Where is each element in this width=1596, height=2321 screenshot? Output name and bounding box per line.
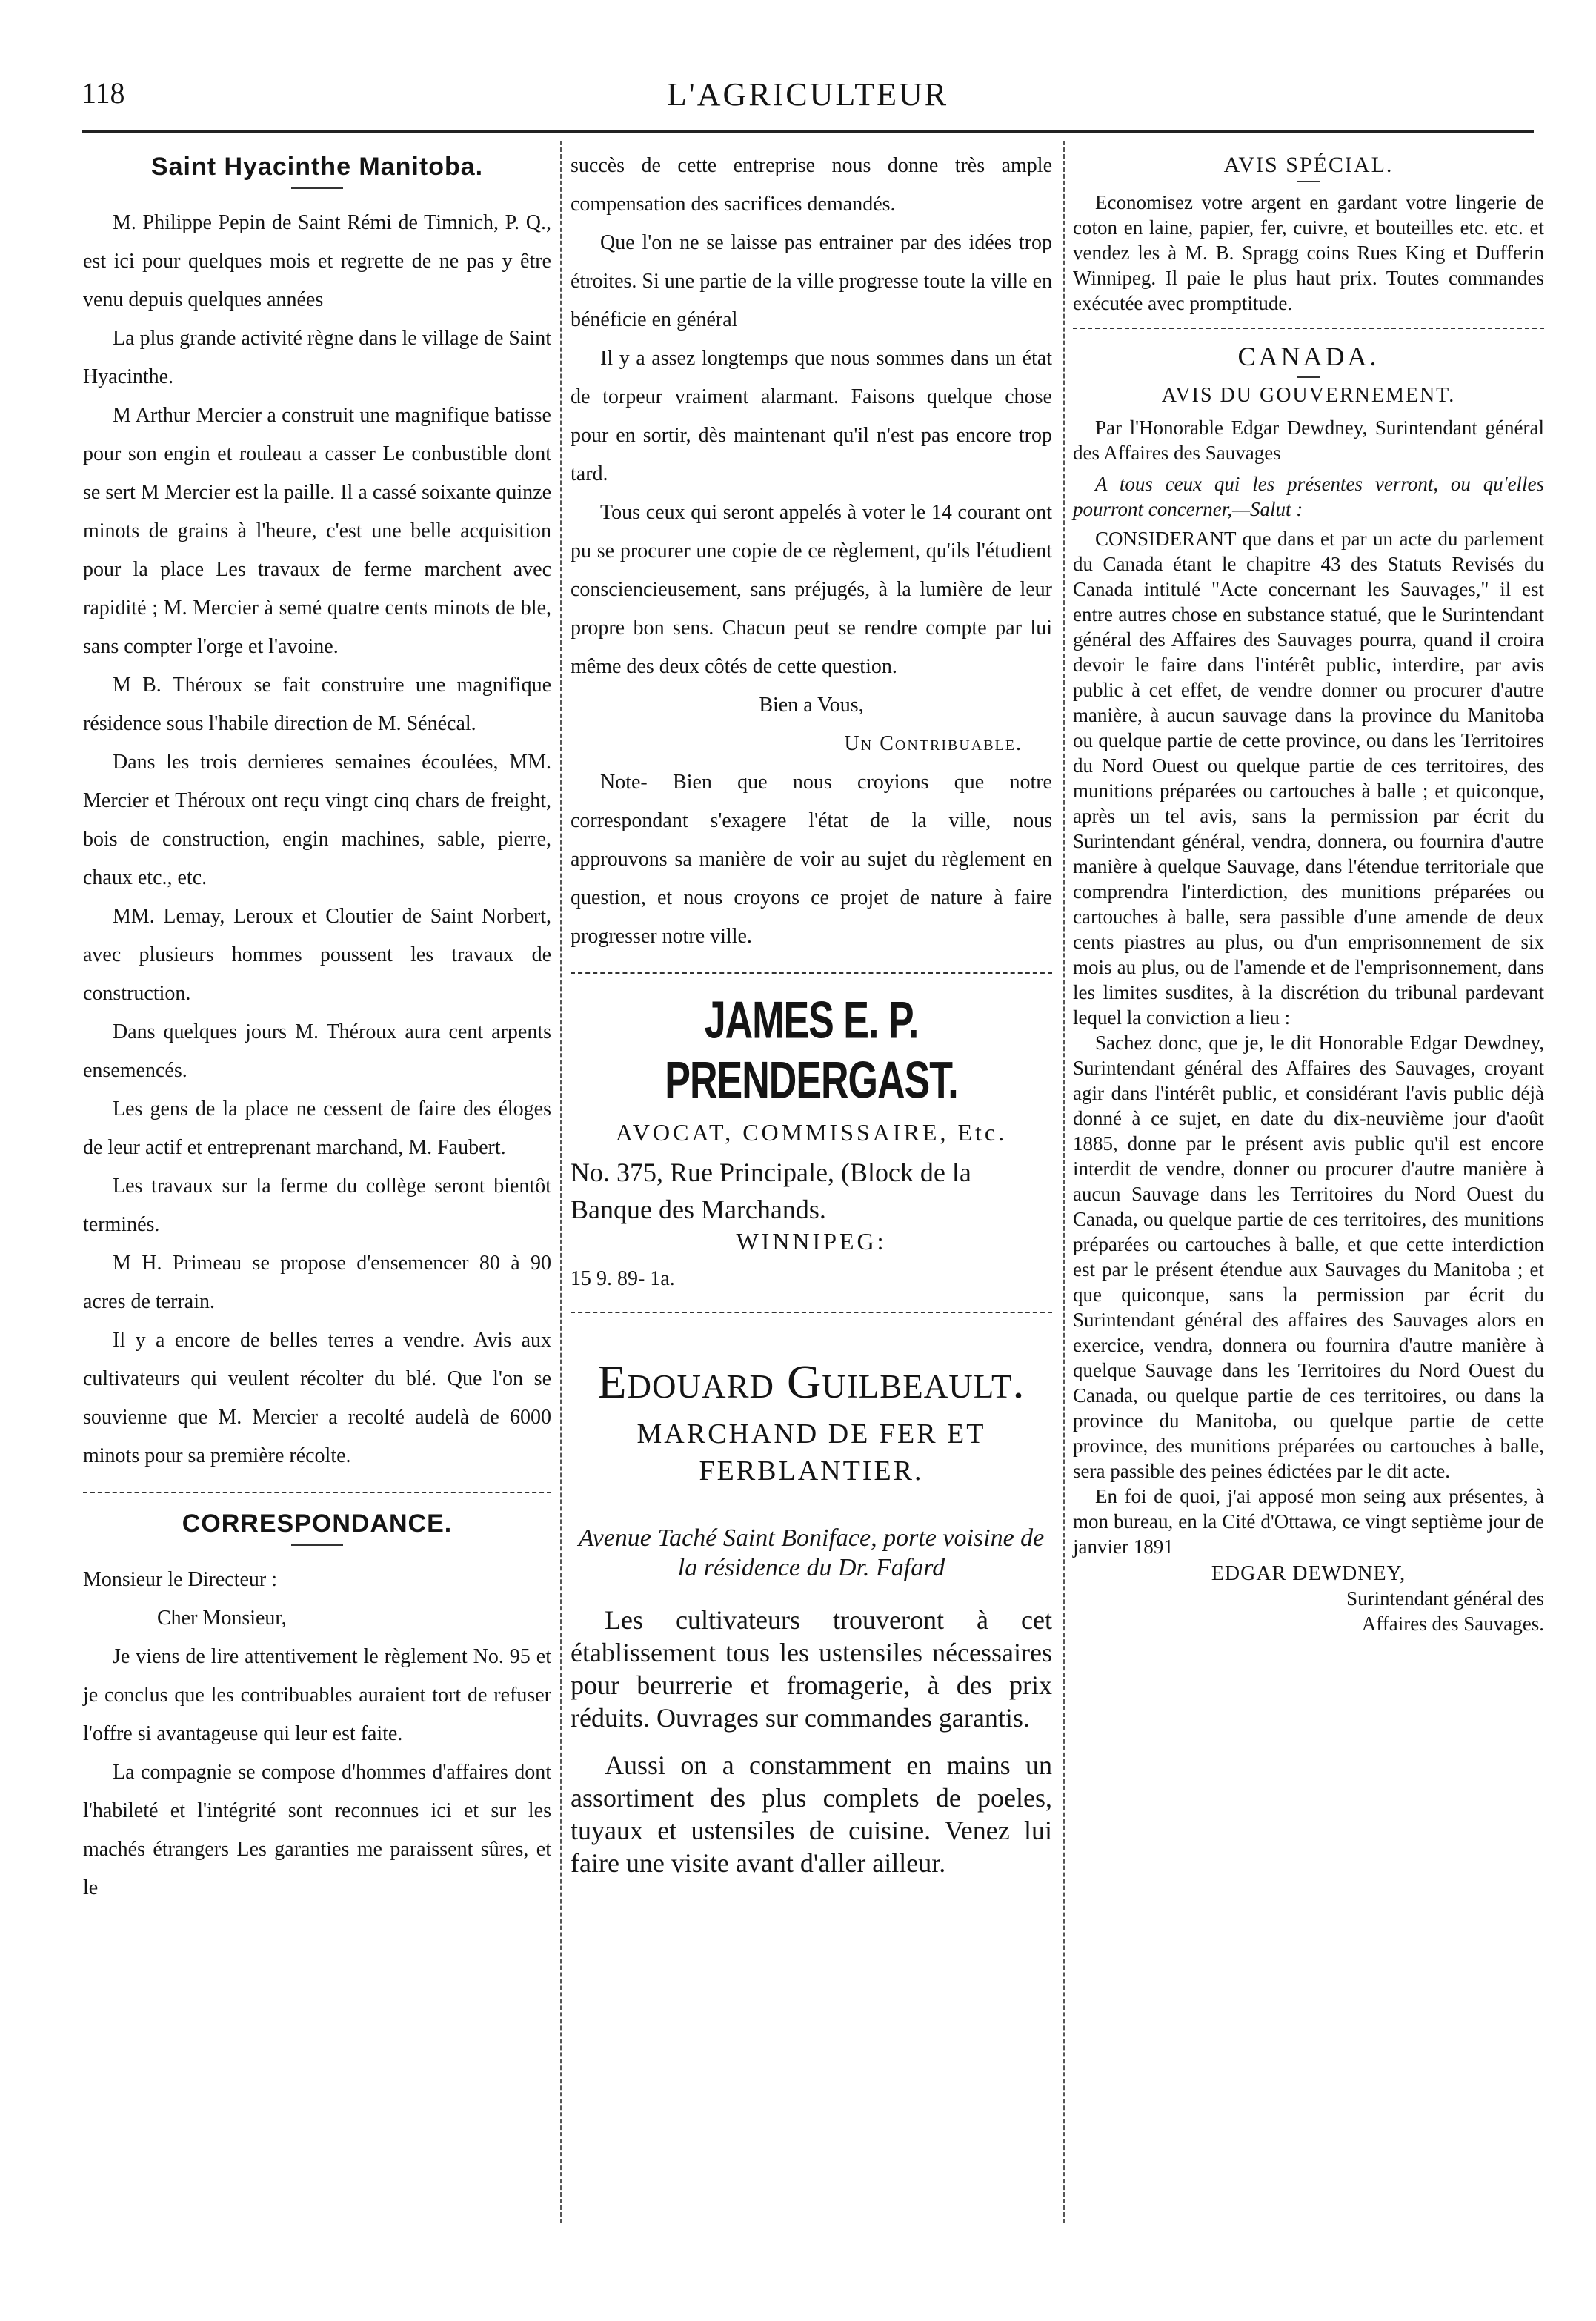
advertiser-name: JAMES E. P. PRENDERGAST. bbox=[665, 992, 958, 1110]
advertiser-city: WINNIPEG: bbox=[736, 1228, 887, 1255]
column-divider bbox=[560, 141, 562, 2223]
signature-title: Affaires des Sauvages. bbox=[1361, 1613, 1544, 1635]
header-rule bbox=[82, 130, 1534, 133]
page-header bbox=[82, 76, 1534, 120]
editor-note: Note- Bien que nous croyions que notre correspondant s'exagere l'état de la ville, nous approuvons sa manière de voir au sujet du règlement en question, et nous croyons ce projet de nature à faire progresser notre ville. bbox=[571, 771, 1052, 948]
ad-code: 15 9. 89- 1a. bbox=[571, 1267, 675, 1290]
running-title: L'AGRICULTEUR bbox=[666, 76, 949, 113]
notice-address: A tous ceux qui les présentes verront, ou qu'elles pourront concerner,—Salut : bbox=[1073, 473, 1544, 520]
paragraph: Les travaux sur la ferme du collège seront bientôt terminés. bbox=[83, 1175, 551, 1236]
short-rule bbox=[1297, 376, 1320, 378]
signature-name: EDGAR DEWDNEY, bbox=[1211, 1562, 1406, 1585]
paragraph: M. Philippe Pepin de Saint Rémi de Timnich, P. Q., est ici pour quelques mois et regrette de ne pas y être venu depuis quelques années bbox=[83, 211, 551, 311]
paragraph: Que l'on ne se laisse pas entrainer par des idées trop étroites. Si une partie de la ville progresse toute la ville en bénéficie en général bbox=[571, 231, 1053, 331]
paragraph: MM. Lemay, Leroux et Cloutier de Saint Norbert, avec plusieurs hommes poussent les travaux de construction. bbox=[83, 905, 551, 1005]
letter-signature: Un Contribuable. bbox=[844, 732, 1023, 755]
short-rule bbox=[1297, 181, 1320, 182]
avis-special-text: Economisez votre argent en gardant votre lingerie de coton en laine, papier, fer, cuivre, et bouteilles etc. etc. et vendez les à M. B. Spragg coins Rues King et Dufferin Winnipeg. Il paie le plus haut prix. Toutes commandes exécutée avec promptitude. bbox=[1073, 191, 1544, 314]
paragraph: Tous ceux qui seront appelés à voter le 14 courant ont pu se procurer une copie de ce règlement, qu'ils l'étudient consciencieusement, sans préjugés, à la lumière de leur propre bon sens. Chacun peut se rendre compte par lui même des deux côtés de cette question. bbox=[571, 501, 1052, 678]
notice-intro: Par l'Honorable Edgar Dewdney, Surintendant général des Affaires des Sauvages bbox=[1073, 416, 1544, 464]
short-rule bbox=[291, 1544, 343, 1546]
advertisement-guilbeault bbox=[571, 1355, 1052, 1879]
advertiser-name: Edouard Guilbeault. bbox=[597, 1355, 1025, 1408]
notice-considerant: CONSIDERANT que dans et par un acte du parlement du Canada étant le chapitre 43 des Statuts Revisés du Canada intitulé "Acte concernant les Sauvages," il est entre autres chose en substance statué, que le Surintendant général des Affaires des Sauvages pourra, quand il croira devoir le faire dans l'intérêt public, interdire, par avis public à cet effet, de vendre donner ou procurer d'autre manière, à aucun sauvage dans la province du Manitoba ou quelque partie de cette province, ou dans les Territoires du Nord Ouest ou quelque partie de ces territoires, des munitions préparées ou cartouches à balle ; et quiconque, après un tel avis, sans la permission par écrit du Surintendant général, vendra, donnera, ou fournira d'autre manière à quelque Sauvage, dans l'étendue territoriale que comprendra l'interdiction, des munitions préparées ou cartouches à balle, sera passible d'une amende de deux cents piastres au plus, ou d'un emprisonnement de six mois au plus, ou de l'amende et de l'emprisonnement, dans les limites susdites, à la discrétion du tribunal pardevant lequel la conviction a lieu : bbox=[1073, 528, 1544, 1029]
paragraph: Les gens de la place ne cessent de faire des éloges de leur actif et entreprenant marchand, M. Faubert. bbox=[83, 1098, 551, 1159]
government-notice-heading: AVIS DU GOUVERNEMENT. bbox=[1161, 384, 1456, 407]
paragraph: Il y a assez longtemps que nous sommes dans un état de torpeur vraiment alarmant. Faisons quelque chose pour en sortir, dès maintenant qu'il n'est pas encore trop tard. bbox=[571, 347, 1052, 485]
column-middle bbox=[571, 147, 1052, 1879]
canada-heading: CANADA. bbox=[1237, 342, 1380, 371]
column-divider bbox=[1063, 141, 1065, 2223]
paragraph: succès de cette entreprise nous donne très ample compensation des sacrifices demandés. bbox=[571, 154, 1052, 216]
section-rule bbox=[83, 1492, 551, 1493]
advertiser-address: Avenue Taché Saint Boniface, porte voisine de la résidence du Dr. Fafard bbox=[578, 1524, 1045, 1581]
ad-text: Les cultivateurs trouveront à cet établissement tous les ustensiles nécessaires pour beurrerie et fromagerie, à des prix réduits. Ouvrages sur commandes garantis. bbox=[571, 1605, 1052, 1733]
article-heading: Saint Hyacinthe Manitoba. bbox=[150, 153, 484, 181]
column-right bbox=[1073, 147, 1544, 1636]
signature-title: Surintendant général des bbox=[1346, 1587, 1544, 1610]
advertiser-address: No. 375, Rue Principale, (Block de la Banque des Marchands. bbox=[571, 1158, 971, 1224]
column-left bbox=[83, 147, 551, 1907]
ad-text: Aussi on a constamment en mains un assortiment des plus complets de poeles, tuyaux et ustensiles de cuisine. Venez lui faire une visite avant d'aller ailleur. bbox=[571, 1750, 1052, 1878]
paragraph: La compagnie se compose d'hommes d'affaires dont l'habileté et l'intégrité sont reconnues ici et sur les machés étrangers Les garanties me paraissent sûres, et le bbox=[83, 1761, 551, 1899]
section-rule bbox=[1073, 328, 1544, 329]
short-rule bbox=[291, 187, 343, 189]
correspondance-heading: CORRESPONDANCE. bbox=[182, 1510, 453, 1538]
paragraph: M H. Primeau se propose d'ensemencer 80 à 90 acres de terrain. bbox=[83, 1252, 551, 1313]
paragraph: Je viens de lire attentivement le règlement No. 95 et je conclus que les contribuables auraient tort de refuser l'offre si avantageuse qui leur est faite. bbox=[83, 1645, 551, 1745]
advertiser-title: AVOCAT, COMMISSAIRE, Etc. bbox=[615, 1119, 1008, 1146]
advertiser-trade: MARCHAND DE FER ET FERBLANTIER. bbox=[636, 1418, 986, 1487]
paragraph: Dans quelques jours M. Théroux aura cent arpents ensemencés. bbox=[83, 1020, 551, 1082]
section-rule bbox=[571, 972, 1052, 974]
notice-en-foi: En foi de quoi, j'ai apposé mon seing aux présentes, à mon bureau, en la Cité d'Ottawa, ce vingt septième jour de janvier 1891 bbox=[1073, 1485, 1544, 1558]
section-rule bbox=[571, 1312, 1052, 1313]
advertisement-prendergast bbox=[571, 992, 1052, 1295]
letter-closing: Bien a Vous, bbox=[759, 694, 864, 717]
salutation: Monsieur le Directeur : bbox=[83, 1568, 278, 1591]
paragraph: M B. Théroux se fait construire une magnifique résidence sous l'habile direction de M. Sénécal. bbox=[83, 674, 551, 735]
page-number: 118 bbox=[82, 76, 125, 110]
paragraph: Il y a encore de belles terres a vendre. Avis aux cultivateurs qui veulent récolter du blé. Que l'on se souvienne que M. Mercier a recolté audelà de 6000 minots pour sa première récolte. bbox=[83, 1329, 551, 1467]
paragraph: La plus grande activité règne dans le village de Saint Hyacinthe. bbox=[83, 327, 551, 388]
paragraph: Dans les trois dernieres semaines écoulées, MM. Mercier et Théroux ont reçu vingt cinq chars de freight, bois de construction, engin machines, sable, pierre, chaux etc., etc. bbox=[83, 751, 551, 889]
notice-sachez: Sachez donc, que je, le dit Honorable Edgar Dewdney, Surintendant général des Affaires des Sauvages, croyant agir dans l'intérêt public, et considérant l'avis public déjà donné à ce sujet, en date du dix-neuvième jour d'août 1885, donne par le présent avis public qu'il est encore interdit de vendre, donner ou procurer d'autre manière à aucun Sauvage dans les Territoires du Nord Ouest du Canada, ou quelque partie de ces territoires, des munitions préparées ou cartouches à balle, et que cette interdiction est par le présent étendue aux Sauvages du Manitoba ; et que quiconque, sans la permission par écrit du Surintendant général des affaires des Sauvages alors en exercice, vendra, donnera ou fournira d'autre manière à quelque Sauvage dans les Territoires du Nord Ouest du Canada, ou quelque partie de ces territoires, ou dans la province du Manitoba, ou quelque partie de cette province, des munitions préparées ou cartouches à balle, sera passible des peines édictées par le dit acte. bbox=[1073, 1032, 1544, 1482]
salutation: Cher Monsieur, bbox=[157, 1607, 287, 1630]
paragraph: M Arthur Mercier a construit une magnifique batisse pour son engin et rouleau a casser Le conbustible dont se sert M Mercier est la paille. Il a cassé soixante quinze minots de grains à l'heure, c'est une belle acquisition pour la place Les travaux de ferme marchent avec rapidité ; M. Mercier à semé quatre cents minots de ble, sans compter l'orge et l'avoine. bbox=[83, 404, 551, 658]
avis-special-heading: AVIS SPÉCIAL. bbox=[1223, 153, 1394, 177]
